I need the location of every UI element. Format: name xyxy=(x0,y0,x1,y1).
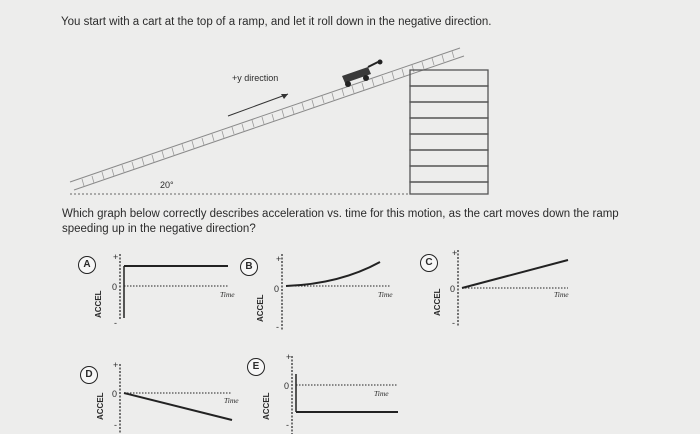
option-e-ylabel: ACCEL xyxy=(262,392,271,420)
option-c-origin: 0 xyxy=(450,284,456,294)
option-e-minus: - xyxy=(286,420,289,430)
option-b-plus: + xyxy=(276,254,282,264)
option-b-minus: - xyxy=(276,322,279,332)
option-e-plus: + xyxy=(286,352,292,362)
option-d-plus: + xyxy=(113,360,119,370)
option-e-marker[interactable]: E xyxy=(247,358,265,376)
option-b-ylabel: ACCEL xyxy=(256,294,265,322)
option-a-marker[interactable]: A xyxy=(78,256,96,274)
option-d-ylabel: ACCEL xyxy=(96,392,105,420)
option-b-origin: 0 xyxy=(274,284,280,294)
option-d-origin: 0 xyxy=(112,389,118,399)
option-a-plus: + xyxy=(113,252,119,262)
option-c-xlabel: Time xyxy=(554,290,569,299)
option-b-xlabel: Time xyxy=(378,290,393,299)
option-d-xlabel: Time xyxy=(224,396,239,405)
option-a-xlabel: Time xyxy=(220,290,235,299)
angle-label: 20° xyxy=(160,180,174,190)
option-d-marker[interactable]: D xyxy=(80,366,98,384)
option-d-minus: - xyxy=(114,420,117,430)
option-c-marker[interactable]: C xyxy=(420,254,438,272)
option-b-marker[interactable]: B xyxy=(240,258,258,276)
prompt-line-1: Which graph below correctly describes acceleration vs. time for this motion, as the cart moves down the ramp xyxy=(62,208,619,220)
option-e-xlabel: Time xyxy=(374,389,389,398)
direction-label: +y direction xyxy=(232,73,279,83)
option-c-ylabel: ACCEL xyxy=(433,288,442,316)
option-a-minus: - xyxy=(114,318,117,328)
prompt-line-2: speeding up in the negative direction? xyxy=(62,223,256,235)
option-c-minus: - xyxy=(452,318,455,328)
option-a-origin: 0 xyxy=(112,282,118,292)
option-c-plus: + xyxy=(452,248,458,258)
option-e-origin: 0 xyxy=(284,381,290,391)
intro-text: You start with a cart at the top of a ramp, and let it roll down in the negative direction. xyxy=(61,16,492,28)
option-a-ylabel: ACCEL xyxy=(94,290,103,318)
